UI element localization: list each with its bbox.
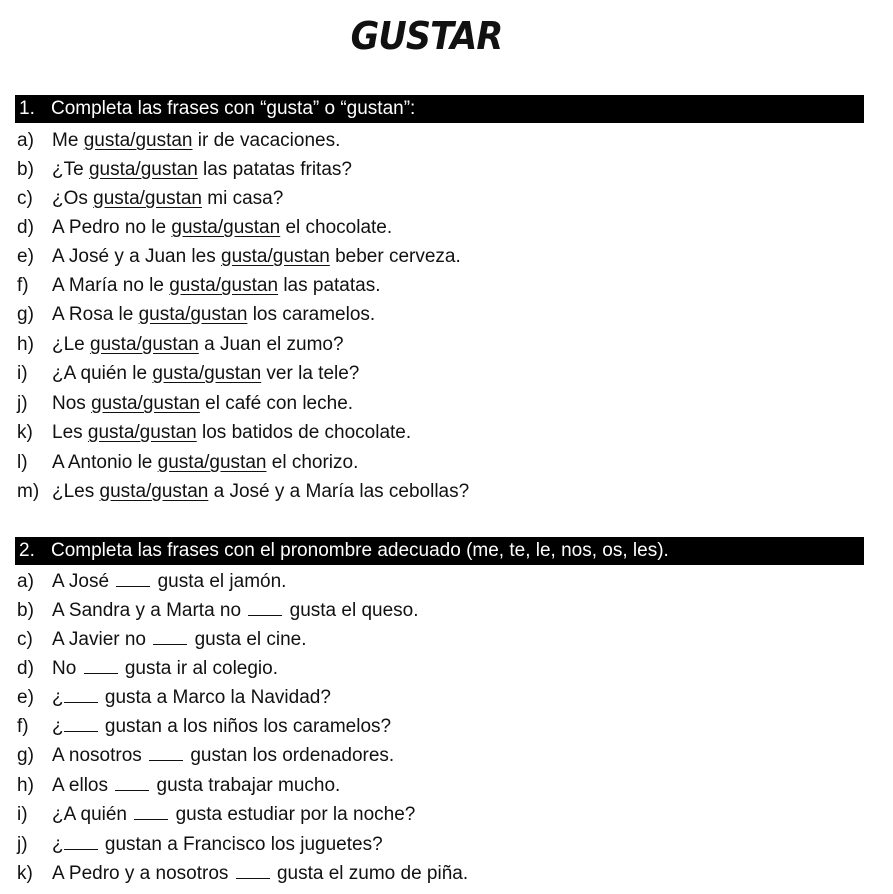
item-letter: i) xyxy=(17,363,28,384)
section-1-item xyxy=(17,300,375,329)
item-letter: g) xyxy=(17,745,34,766)
item-text: ¿Os xyxy=(52,188,94,209)
choice-text: gusta/gustan xyxy=(87,422,197,443)
item-text: beber cerveza. xyxy=(329,246,461,267)
section-2-heading: Completa las frases con el pronombre adecuado (me, te, le, nos, os, les). xyxy=(51,540,669,561)
item-text: gusta el zumo de piña. xyxy=(276,863,469,884)
answer-blank xyxy=(64,848,98,850)
item-letter: k) xyxy=(17,422,33,443)
item-text: Nos xyxy=(52,393,92,414)
item-letter: m) xyxy=(17,481,40,502)
item-text: A nosotros xyxy=(52,745,142,766)
item-text: gusta a Marco la Navidad? xyxy=(104,687,331,708)
item-text: A José xyxy=(52,571,110,592)
choice-text: gusta/gustan xyxy=(90,334,199,355)
item-text: gusta ir al colegio. xyxy=(124,658,279,679)
item-text: A María no le xyxy=(52,275,170,296)
item-letter: b) xyxy=(17,159,34,180)
item-text: A Rosa le xyxy=(52,304,139,325)
item-text: ¿ xyxy=(52,687,64,708)
item-letter: b) xyxy=(17,600,34,621)
section-2-number: 2. xyxy=(19,540,35,561)
section-1-item xyxy=(17,126,340,155)
section-2-item xyxy=(17,712,391,741)
answer-blank xyxy=(84,672,118,674)
choice-text: gusta/gustan xyxy=(91,393,200,414)
choice-text: gusta/gustan xyxy=(99,481,209,502)
item-letter: l) xyxy=(17,452,28,473)
item-text: ¿A quién le xyxy=(52,363,153,384)
item-text: los caramelos. xyxy=(247,304,376,325)
item-letter: c) xyxy=(17,188,33,209)
choice-text: gusta/gustan xyxy=(169,275,279,296)
item-text: A Antonio le xyxy=(52,452,158,473)
section-2-item xyxy=(17,683,331,712)
section-1-item xyxy=(17,330,344,359)
section-1-header xyxy=(15,95,864,123)
item-text: ¿Les xyxy=(52,481,100,502)
item-text: gustan los ordenadores. xyxy=(190,745,395,766)
section-1-item xyxy=(17,184,283,213)
item-letter: d) xyxy=(17,217,34,238)
section-1-item xyxy=(17,213,392,242)
item-letter: h) xyxy=(17,334,34,355)
section-2-item xyxy=(17,567,286,596)
item-letter: i) xyxy=(17,804,28,825)
answer-blank xyxy=(64,701,98,703)
item-text: Me xyxy=(52,130,84,151)
item-text: A Sandra y a Marta no xyxy=(52,600,242,621)
item-text: A José y a Juan les xyxy=(52,246,221,267)
item-text: ir de vacaciones. xyxy=(192,130,341,151)
section-2-item xyxy=(17,830,383,859)
item-text: el chorizo. xyxy=(266,452,359,473)
section-2-item xyxy=(17,800,415,829)
item-text: ¿A quién xyxy=(52,804,127,825)
section-1-item xyxy=(17,271,381,300)
answer-blank xyxy=(248,614,282,616)
answer-blank xyxy=(236,877,270,879)
item-text: gustan a los niños los caramelos? xyxy=(104,716,392,737)
section-1-item xyxy=(17,477,469,506)
answer-blank xyxy=(115,789,149,791)
choice-text: gusta/gustan xyxy=(221,246,330,267)
item-text: a Juan el zumo? xyxy=(198,334,344,355)
item-letter: j) xyxy=(17,834,28,855)
answer-blank xyxy=(149,759,183,761)
item-text: ¿Te xyxy=(52,159,89,180)
choice-text: gusta/gustan xyxy=(93,188,202,209)
section-2-item xyxy=(17,859,468,888)
item-letter: e) xyxy=(17,687,34,708)
section-2-item xyxy=(17,596,419,625)
item-letter: h) xyxy=(17,775,34,796)
section-1-item xyxy=(17,155,352,184)
item-text: mi casa? xyxy=(201,188,284,209)
item-letter: d) xyxy=(17,658,34,679)
section-2-item xyxy=(17,625,307,654)
item-letter: k) xyxy=(17,863,33,884)
item-text: gusta trabajar mucho. xyxy=(156,775,341,796)
item-letter: a) xyxy=(17,571,34,592)
section-2-item xyxy=(17,654,278,683)
item-letter: c) xyxy=(17,629,33,650)
page-title: GUSTAR xyxy=(350,14,503,58)
section-1-item xyxy=(17,359,359,388)
item-text: gusta estudiar por la noche? xyxy=(175,804,416,825)
section-1-item xyxy=(17,418,411,447)
choice-text: gusta/gustan xyxy=(88,159,198,180)
section-1-heading: Completa las frases con “gusta” o “gustan”: xyxy=(51,98,416,119)
item-text: No xyxy=(52,658,77,679)
section-2-item xyxy=(17,771,340,800)
section-1-number: 1. xyxy=(19,98,35,119)
section-1-item xyxy=(17,389,353,418)
item-text: el café con leche. xyxy=(199,393,354,414)
answer-blank xyxy=(153,643,187,645)
item-letter: f) xyxy=(17,716,29,737)
item-text: A ellos xyxy=(52,775,108,796)
item-text: a José y a María las cebollas? xyxy=(208,481,470,502)
choice-text: gusta/gustan xyxy=(138,304,248,325)
item-text: gustan a Francisco los juguetes? xyxy=(104,834,383,855)
section-1-item xyxy=(17,448,358,477)
item-letter: f) xyxy=(17,275,29,296)
answer-blank xyxy=(64,730,98,732)
item-text: ¿ xyxy=(52,834,64,855)
item-text: el chocolate. xyxy=(280,217,393,238)
choice-text: gusta/gustan xyxy=(152,363,262,384)
item-text: Les xyxy=(52,422,88,443)
item-text: ¿ xyxy=(52,716,64,737)
item-text: los batidos de chocolate. xyxy=(196,422,412,443)
answer-blank xyxy=(134,818,168,820)
item-text: A Pedro y a nosotros xyxy=(52,863,229,884)
item-text: ver la tele? xyxy=(261,363,360,384)
item-text: gusta el queso. xyxy=(289,600,419,621)
item-text: A Pedro no le xyxy=(52,217,172,238)
item-letter: j) xyxy=(17,393,28,414)
item-text: A Javier no xyxy=(52,629,146,650)
item-text: gusta el jamón. xyxy=(157,571,287,592)
section-2-header xyxy=(15,537,864,565)
item-text: gusta el cine. xyxy=(194,629,307,650)
choice-text: gusta/gustan xyxy=(83,130,193,151)
section-1-item xyxy=(17,242,461,271)
item-letter: g) xyxy=(17,304,34,325)
item-letter: e) xyxy=(17,246,34,267)
item-text: las patatas. xyxy=(278,275,381,296)
item-text: ¿Le xyxy=(52,334,91,355)
choice-text: gusta/gustan xyxy=(157,452,267,473)
section-2-item xyxy=(17,741,394,770)
item-text: las patatas fritas? xyxy=(197,159,352,180)
item-letter: a) xyxy=(17,130,34,151)
answer-blank xyxy=(116,585,150,587)
choice-text: gusta/gustan xyxy=(171,217,281,238)
